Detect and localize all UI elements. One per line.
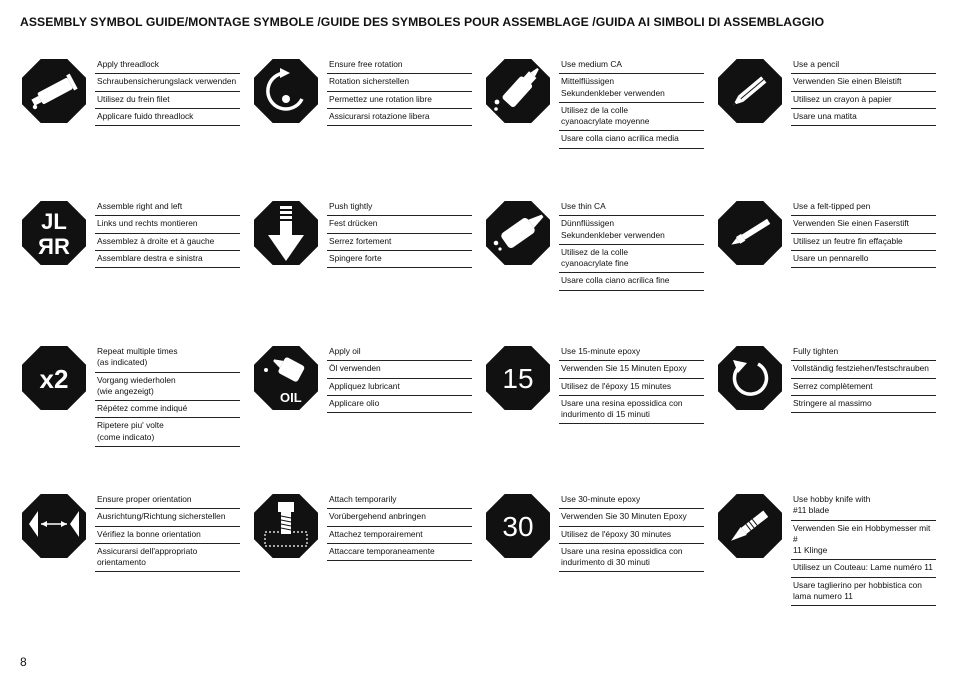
page-title: ASSEMBLY SYMBOL GUIDE/MONTAGE SYMBOLE /GUIDE DES SYMBOLES POUR ASSEMBLAGE /GUIDA AI SIMBOLI DI ASSEMBLAGGIO — [20, 15, 825, 29]
label-de: Rotation sicherstellen — [327, 74, 472, 91]
label-it: Usare una resina epossidica con indurimento di 15 minuti — [559, 396, 704, 425]
label-it: Usare un pennarello — [791, 251, 936, 268]
label-en: Assemble right and left — [95, 201, 240, 216]
label-it: Applicare fuido threadlock — [95, 109, 240, 126]
label-fr: Assemblez à droite et à gauche — [95, 234, 240, 251]
label-de: Links und rechts montieren — [95, 216, 240, 233]
label-it: Spingere forte — [327, 251, 472, 268]
label-de: Öl verwenden — [327, 361, 472, 378]
label-de: Dünnflüssigen Sekundenkleber verwenden — [559, 216, 704, 245]
icon-text: x2 — [39, 364, 69, 394]
label-en: Apply oil — [327, 346, 472, 361]
label-fr: Attachez temporairement — [327, 527, 472, 544]
label-en: Apply threadlock — [95, 59, 240, 74]
label-en: Use 30-minute epoxy — [559, 494, 704, 509]
epoxy-30-icon — [486, 494, 550, 558]
label-it: Usare taglierino per hobbistica con lama numero 11 — [791, 578, 936, 607]
attach-temporarily-icon — [254, 494, 318, 558]
label-en: Push tightly — [327, 201, 472, 216]
threadlock-tube-icon — [22, 59, 86, 123]
push-down-arrow-icon — [254, 201, 318, 265]
label-it: Assicurarsi dell'appropriato orientamento — [95, 544, 240, 573]
label-en: Use medium CA — [559, 59, 704, 74]
free-rotation-icon — [254, 59, 318, 123]
label-fr: Serrez fortement — [327, 234, 472, 251]
label-de: Ausrichtung/Richtung sicherstellen — [95, 509, 240, 526]
label-en: Ensure proper orientation — [95, 494, 240, 509]
label-it: Applicare olio — [327, 396, 472, 413]
label-en: Use thin CA — [559, 201, 704, 216]
repeat-x2-icon — [22, 346, 86, 410]
label-fr: Appliquez lubricant — [327, 379, 472, 396]
label-de: Verwenden Sie einen Bleistift — [791, 74, 936, 91]
medium-ca-bottle-icon — [486, 59, 550, 123]
pencil-icon — [718, 59, 782, 123]
label-it: Assemblare destra e sinistra — [95, 251, 240, 268]
label-de: Vollständig festziehen/festschrauben — [791, 361, 936, 378]
left-right-icon — [22, 201, 86, 265]
label-de: Mittelflüssigen Sekundenkleber verwenden — [559, 74, 704, 103]
label-it: Attaccare temporaneamente — [327, 544, 472, 561]
label-en: Repeat multiple times (as indicated) — [95, 346, 240, 373]
label-en: Attach temporarily — [327, 494, 472, 509]
label-it: Assicurarsi rotazione libera — [327, 109, 472, 126]
label-fr: Vérifiez la bonne orientation — [95, 527, 240, 544]
label-fr: Utilisez un Couteau: Lame numéro 11 — [791, 560, 936, 577]
thin-ca-bottle-icon — [486, 201, 550, 265]
label-de: Verwenden Sie 30 Minuten Epoxy — [559, 509, 704, 526]
label-fr: Utilisez un feutre fin effaçable — [791, 234, 936, 251]
felt-pen-icon — [718, 201, 782, 265]
label-fr: Répétez comme indiqué — [95, 401, 240, 418]
label-en: Use 15-minute epoxy — [559, 346, 704, 361]
label-fr: Permettez une rotation libre — [327, 92, 472, 109]
label-de: Verwenden Sie 15 Minuten Epoxy — [559, 361, 704, 378]
label-fr: Utilisez un crayon à papier — [791, 92, 936, 109]
label-de: Verwenden Sie ein Hobbymesser mit # 11 Klinge — [791, 521, 936, 561]
label-de: Vorgang wiederholen (wie angezeigt) — [95, 373, 240, 402]
oil-bottle-icon — [254, 346, 318, 410]
label-de: Fest drücken — [327, 216, 472, 233]
label-it: Usare colla ciano acrilica media — [559, 131, 704, 148]
label-en: Fully tighten — [791, 346, 936, 361]
label-it: Usare una matita — [791, 109, 936, 126]
label-de: Schraubensicherungslack verwenden — [95, 74, 240, 91]
label-fr: Serrez complètement — [791, 379, 936, 396]
label-it: Usare colla ciano acrilica fine — [559, 273, 704, 290]
label-fr: Utilisez de l'époxy 30 minutes — [559, 527, 704, 544]
label-de: Verwenden Sie einen Faserstift — [791, 216, 936, 233]
icon-text: OIL — [280, 390, 302, 405]
label-fr: Utilisez de l'époxy 15 minutes — [559, 379, 704, 396]
page-number: 8 — [20, 655, 27, 669]
label-fr: Utilisez du frein filet — [95, 92, 240, 109]
label-en: Use hobby knife with #11 blade — [791, 494, 936, 521]
orientation-arrows-icon — [22, 494, 86, 558]
label-en: Use a pencil — [791, 59, 936, 74]
icon-text: 15 — [502, 363, 534, 394]
tighten-rotation-icon — [718, 346, 782, 410]
label-en: Ensure free rotation — [327, 59, 472, 74]
hobby-knife-icon — [718, 494, 782, 558]
label-it: Ripetere piu' volte (come indicato) — [95, 418, 240, 447]
icon-text: 30 — [502, 511, 534, 542]
label-it: Stringere al massimo — [791, 396, 936, 413]
epoxy-15-icon — [486, 346, 550, 410]
label-fr: Utilisez de la colle cyanoacrylate fine — [559, 245, 704, 274]
icon-text-top: JL — [41, 209, 67, 234]
label-en: Use a felt-tipped pen — [791, 201, 936, 216]
label-de: Vorübergehend anbringen — [327, 509, 472, 526]
label-it: Usare una resina epossidica con indurimento di 30 minuti — [559, 544, 704, 573]
label-fr: Utilisez de la colle cyanoacrylate moyenne — [559, 103, 704, 132]
icon-text-bottom: ЯR — [38, 234, 70, 259]
